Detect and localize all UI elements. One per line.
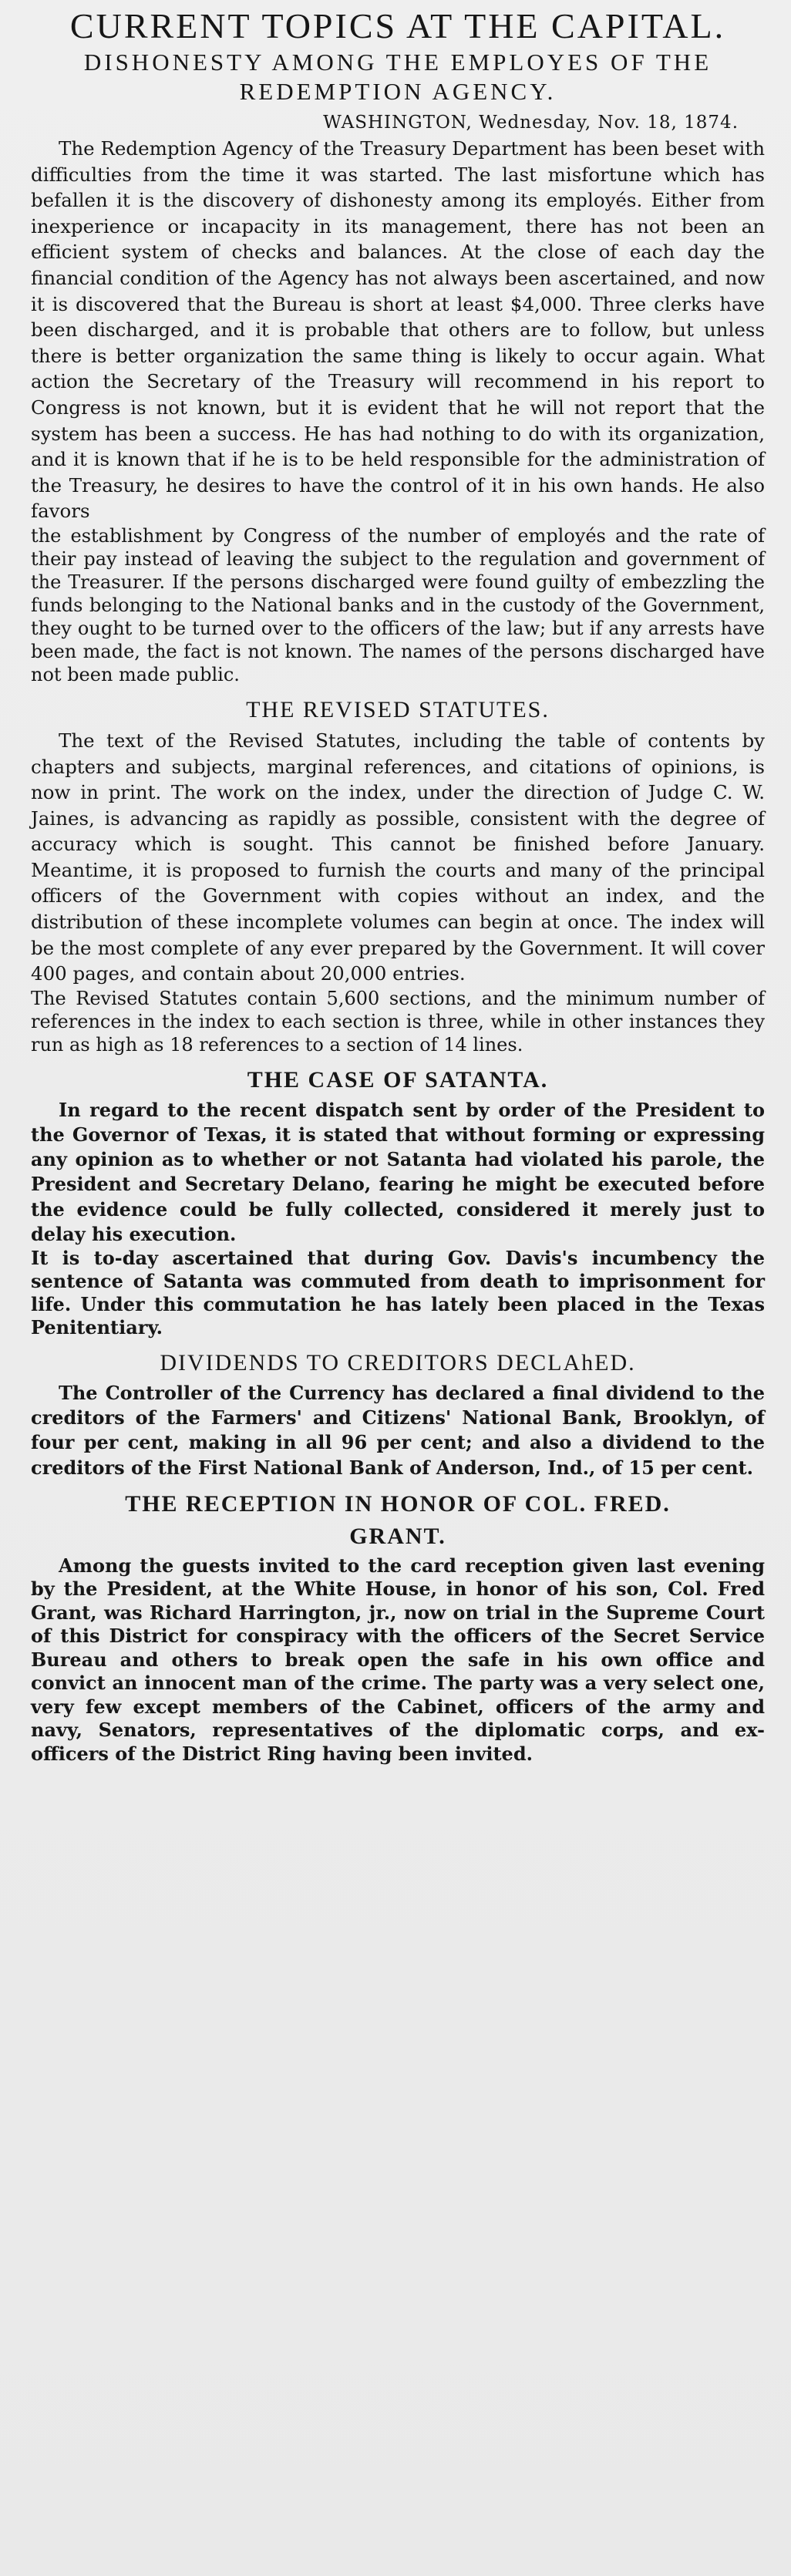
satanta-paragraph-2: It is to-day ascertained that during Gov. Davis's incumbency the sentence of Satanta was commuted from death to imprisonment for life. Under this commutation he has lately been placed in the Texas Penitentiary. — [31, 1247, 765, 1339]
article-satanta — [31, 1064, 765, 1339]
redemption-paragraph-1: The Redemption Agency of the Treasury Department has been beset with difficulties from the time it was started. The last misfortune which has befallen it is the discovery of dishonesty among its employés. Either from inexperience or incapacity in its management, there has not been an efficient system of checks and balances. At the close of each day the financial condition of the Agency has not always been ascertained, and now it is discovered that the Bureau is short at least $4,000. Three clerks have been discharged, and it is probable that others are to follow, but unless there is better organization the same thing is likely to occur again. What action the Secretary of the Treasury will recommend in his report to Congress is not known, but it is evident that he will not report that the system has been a success. He has had nothing to do with its organization, and it is known that if he is to be held responsible for the administration of the Treasury, he desires to have the control of it in his own hands. He also favors — [31, 137, 765, 523]
dateline: WASHINGTON, Wednesday, Nov. 18, 1874. — [323, 113, 739, 133]
section-title-dividends: DIVIDENDS TO CREDITORS DECLAhED. — [160, 1350, 636, 1376]
section-title-reception-line-1: THE RECEPTION IN HONOR OF COL. FRED. — [125, 1490, 671, 1517]
article-reception — [31, 1488, 765, 1766]
statutes-paragraph-1: The text of the Revised Statutes, including the table of contents by chapters and subjects, marginal references, and citations of opinions, is now in print. The work on the index, under the direction of Judge C. W. Jaines, is advancing as rapidly as possible, consistent with the degree of accuracy which is sought. This cannot be finished before January. Meantime, it is proposed to furnish the courts and many of the principal officers of the Government with copies without an index, and the distribution of these incomplete volumes can begin at once. The index will be the most complete of any ever prepared by the Government. It will cover 400 pages, and contain about 20,000 entries. — [31, 729, 765, 985]
section-title-revised-statutes: THE REVISED STATUTES. — [246, 696, 550, 722]
article-dividends — [31, 1347, 765, 1480]
headline: CURRENT TOPICS AT THE CAPITAL. — [69, 6, 726, 45]
subhead-line-1: DISHONESTY AMONG THE EMPLOYES OF THE — [83, 49, 712, 76]
section-title-satanta: THE CASE OF SATANTA. — [247, 1066, 549, 1093]
section-title-reception-line-2: GRANT. — [349, 1523, 446, 1549]
subhead-line-2: REDEMPTION AGENCY. — [239, 78, 557, 105]
article-revised-statutes — [31, 694, 765, 1056]
statutes-paragraph-2: The Revised Statutes contain 5,600 sections, and the minimum number of references in the index to each section is three, while in other instances they run as high as 18 references to a section of 14 lines. — [31, 987, 765, 1056]
satanta-paragraph-1: In regard to the recent dispatch sent by order of the President to the Governor of Texas, it is stated that without forming or expressing any opinion as to whether or not Satanta had violated his parole, the President and Secretary Delano, fearing he might be executed before the evidence could be fully collected, considered it merely just to delay his execution. — [31, 1098, 765, 1245]
reception-paragraph: Among the guests invited to the card reception given last evening by the President, at the White House, in honor of his son, Col. Fred Grant, was Richard Harrington, jr., now on trial in the Supreme Court of this District for conspiracy with the officers of the Secret Service Bureau and others to break open the safe in his own office and convict an innocent man of the crime. The party was a very select one, very few except members of the Cabinet, officers of the army and navy, Senators, representatives of the diplomatic corps, and ex-officers of the District Ring having been invited. — [31, 1554, 765, 1765]
dividends-paragraph: The Controller of the Currency has declared a final dividend to the creditors of the Farmers' and Citizens' National Bank, Brooklyn, of four per cent, making in all 96 per cent; and also a dividend to the creditors of the First National Bank of Anderson, Ind., of 15 per cent. — [31, 1382, 765, 1479]
redemption-paragraph-2: the establishment by Congress of the number of employés and the rate of their pay instead of leaving the subject to the regulation and government of the Treasurer. If the persons discharged were found guilty of embezzling the funds belonging to the National banks and in the custody of the Government, they ought to be turned over to the officers of the law; but if any arrests have been made, the fact is not known. The names of the persons discharged have not been made public. — [31, 524, 765, 685]
article-redemption-agency — [31, 136, 765, 686]
